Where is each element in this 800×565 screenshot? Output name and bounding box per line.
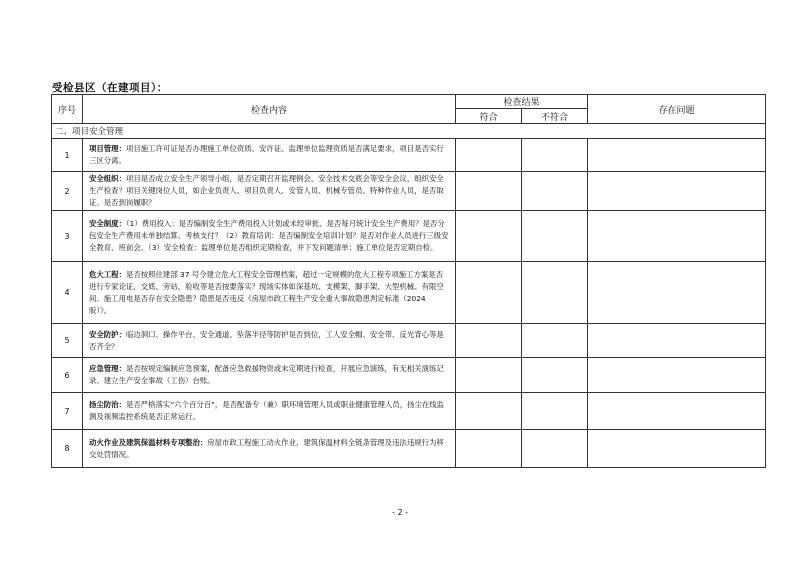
col-header-conform: 符合 [456,109,522,124]
conform-cell[interactable] [456,172,522,211]
row-content-title: 安全组织： [89,174,126,183]
inspection-table [51,94,766,468]
conform-cell[interactable] [456,139,522,172]
row-number: 7 [52,393,83,430]
row-content-title: 危大工程： [89,269,126,279]
row-content [83,393,456,430]
table-row [52,211,766,262]
conform-cell[interactable] [456,211,522,262]
section-title: 二、项目安全管理 [52,124,766,139]
conform-cell[interactable] [456,324,522,358]
row-number: 4 [52,262,83,324]
nonconform-cell[interactable] [522,172,588,211]
table-row [52,393,766,430]
row-number: 8 [52,430,83,468]
table-row [52,358,766,393]
col-header-number: 序号 [52,95,83,124]
row-number: 3 [52,211,83,262]
issues-cell[interactable] [588,430,766,468]
row-content [83,262,456,324]
nonconform-cell[interactable] [522,358,588,393]
col-header-content: 检查内容 [83,95,456,124]
row-content [83,172,456,211]
nonconform-cell[interactable] [522,262,588,324]
row-number: 1 [52,139,83,172]
row-content [83,139,456,172]
issues-cell[interactable] [588,393,766,430]
row-content [83,430,456,468]
conform-cell[interactable] [456,430,522,468]
issues-cell[interactable] [588,172,766,211]
conform-cell[interactable] [456,262,522,324]
issues-cell[interactable] [588,211,766,262]
table-row [52,324,766,358]
table-row [52,430,766,468]
conform-cell[interactable] [456,358,522,393]
col-header-result: 检查结果 [456,95,588,109]
page-number: - 2 - [392,508,408,517]
row-content [83,211,456,262]
row-content-title: 项目管理： [89,144,126,153]
nonconform-cell[interactable] [522,211,588,262]
row-content-text: 项目施工许可证是否办理施工单位资质、安许证、监理单位监理资质是否满足要求，项目是否实行三区分离。 [89,144,444,165]
row-content-text: 是否按规定编制应急预案，配备应急救援物资或未定期进行检查，开展应急演练，有无相关演练记录、建立生产安全事故（工伤）台账。 [89,364,444,385]
row-number: 2 [52,172,83,211]
row-content-text: 项目是否成立安全生产领导小组，是否定期召开监理例会、安全技术交底会等安全会议，组织安全生产检查？项目关键岗位人员，如企业负责人、项目负责人、安管人员、机械专管员、特种作业人员，是否取证、是否到岗履职？ [89,174,444,207]
nonconform-cell[interactable] [522,139,588,172]
table-row [52,139,766,172]
row-content-text: 房屋市政工程施工动火作业、建筑保温材料全链条管理及违法违规行为移交处罚情况。 [89,437,444,459]
nonconform-cell[interactable] [522,430,588,468]
table-row [52,172,766,211]
row-content-title: 应急管理： [89,364,126,373]
col-header-nonconform: 不符合 [522,109,588,124]
row-content-text: （1）费用投入：是否编制安全生产费用投入计划或未经审批、是否每月统计安全生产费用？是否分包安全生产费用未单独结算、考核支付？（2）教育培训：是否编制安全培训计划？是否对作业人员进行三级安全教育、班前会。（3）安全检查：监理单位是否组织定期检查，并下发问题清单；施工单位是否定期自检。 [89,219,449,252]
row-content-title: 安全制度： [89,219,126,228]
col-header-issues: 存在问题 [588,95,766,124]
inspected-district-heading: 受检县区（在建项目）： [52,82,168,94]
row-content-text: 临边洞口、操作平台、安全通道、坠落半径等防护是否到位，工人安全帽、安全带、反光背心等是否齐全？ [89,329,444,351]
issues-cell[interactable] [588,139,766,172]
nonconform-cell[interactable] [522,393,588,430]
issues-cell[interactable] [588,358,766,393]
row-content-title: 动火作业及建筑保温材料专项整治： [89,437,208,447]
issues-cell[interactable] [588,324,766,358]
issues-cell[interactable] [588,262,766,324]
row-number: 5 [52,324,83,358]
row-content-text: 是否按照住建部 37 号令建立危大工程安全管理档案，超过一定规模的危大工程专项施工方案是否进行专家论证，交底、旁站、验收等是否按要落实？现场实体如深基坑、支模架、脚手架、大型机械、有限空间、施工用电是否存在安全隐患？隐患是否违反《房屋市政工程生产安全重大事故隐患判定标准（2024 版）》。 [89,269,444,315]
nonconform-cell[interactable] [522,324,588,358]
row-content-title: 扬尘防治： [89,400,126,409]
table-row [52,262,766,324]
row-content [83,358,456,393]
row-content-text: 是否严格落实“六个百分百”，是否配备专（兼）职环境管理人员或职业健康管理人员，扬尘在线监测及视频监控系统是否正常运行。 [89,400,445,421]
row-number: 6 [52,358,83,393]
row-content [83,324,456,358]
conform-cell[interactable] [456,393,522,430]
row-content-title: 安全防护： [89,329,126,339]
